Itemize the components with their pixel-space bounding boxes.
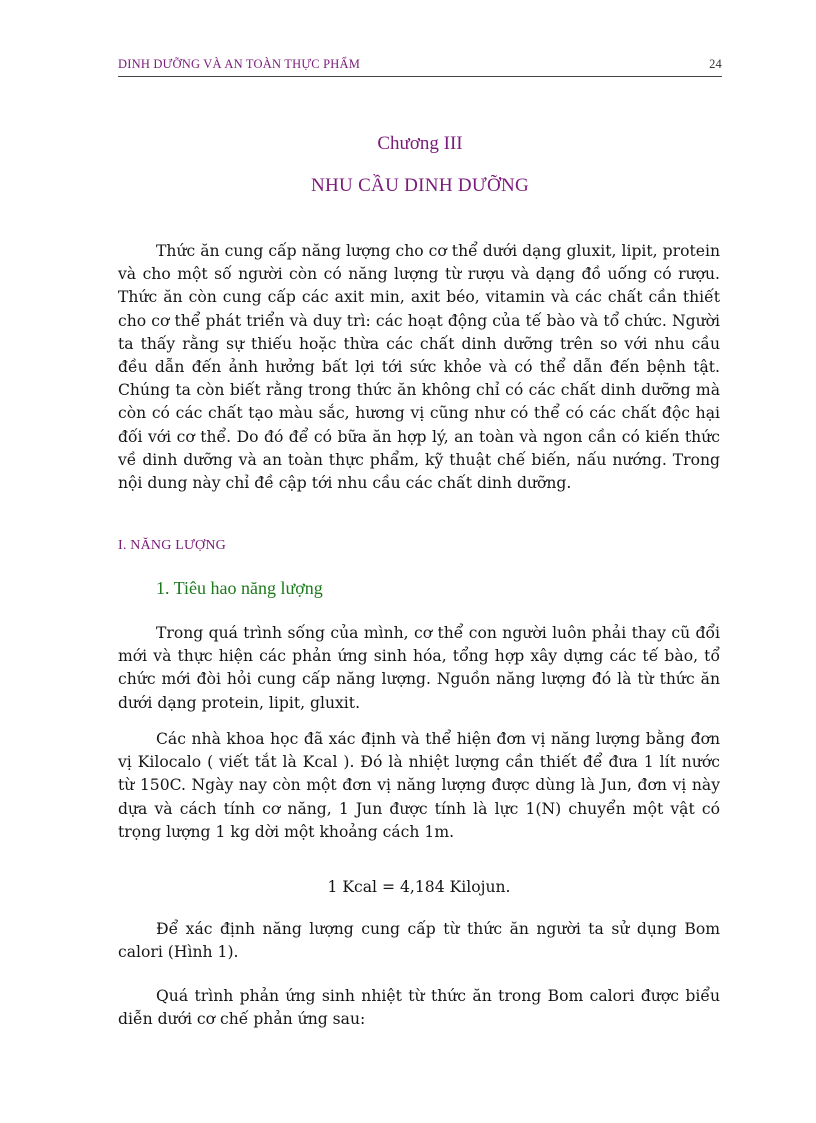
units-paragraph: Các nhà khoa học đã xác định và thể hiện đơn vị năng lượng bằng đơn vị Kilocalo ( viết tắt là Kcal ). Đó là nhiệt lượng cần thiết để đưa 1 lít nước từ 150C. Ngày nay còn một đơn vị năng lượng được dùng là Jun, đơn vị này dựa và cách tính cơ năng, 1 Jun được tính là lực 1(N) chuyển một vật có trọng lượng 1 kg dời một khoảng cách 1m. — [118, 730, 720, 841]
intro-paragraph: Thức ăn cung cấp năng lượng cho cơ thể dưới dạng gluxit, lipit, protein và cho một số người còn có năng lượng từ rượu và dạng đồ uống có rượu. Thức ăn còn cung cấp các axit min, axit béo, vitamin và các chất cần thiết cho cơ thể phát triển và duy trì: các hoạt động của tế bào và tổ chức. Người ta thấy rằng sự thiếu hoặc thừa các chất dinh dưỡng trên so với nhu cầu đều dẫn đến ảnh hưởng bất lợi tới sức khỏe và có thể dẫn đến bệnh tật. Chúng ta còn biết rằng trong thức ăn không chỉ có các chất dinh dưỡng mà còn có các chất tạo màu sắc, hương vị cũng như có thể có các chất độc hại đối với cơ thể. Do đó để có bữa ăn hợp lý, an toàn và ngon cần có kiến thức về dinh dưỡng và an toàn thực phẩm, kỹ thuật chế biến, nấu nướng. Trong nội dung này chỉ đề cập tới nhu cầu các chất dinh dưỡng. — [118, 242, 720, 493]
reaction-paragraph: Quá trình phản ứng sinh nhiệt từ thức ăn trong Bom calori được biểu diễn dưới cơ chế phản ứng sau: — [118, 987, 720, 1029]
header-title: DINH DƯỠNG VÀ AN TOÀN THỰC PHẨM — [118, 57, 361, 71]
header-divider — [118, 76, 722, 77]
page-number: 24 — [709, 57, 722, 71]
bomb-calorimeter-paragraph: Để xác định năng lượng cung cấp từ thức ăn người ta sử dụng Bom calori (Hình 1). — [118, 920, 720, 962]
formula: 1 Kcal = 4,184 Kilojun. — [327, 878, 511, 896]
running-header — [118, 57, 722, 77]
energy-use-paragraph: Trong quá trình sống của mình, cơ thể con người luôn phải thay cũ đổi mới và thực hiện các phản ứng sinh hóa, tổng hợp xây dựng các tế bào, tổ chức mới đòi hỏi cung cấp năng lượng. Nguồn năng lượng đó là từ thức ăn dưới dạng protein, lipit, gluxit. — [118, 624, 720, 712]
section-heading: I. NĂNG LƯỢNG — [118, 538, 226, 553]
subsection-heading: 1. Tiêu hao năng lượng — [156, 578, 323, 598]
chapter-number: Chương III — [377, 133, 463, 154]
chapter-title: NHU CẦU DINH DƯỠNG — [310, 175, 530, 196]
